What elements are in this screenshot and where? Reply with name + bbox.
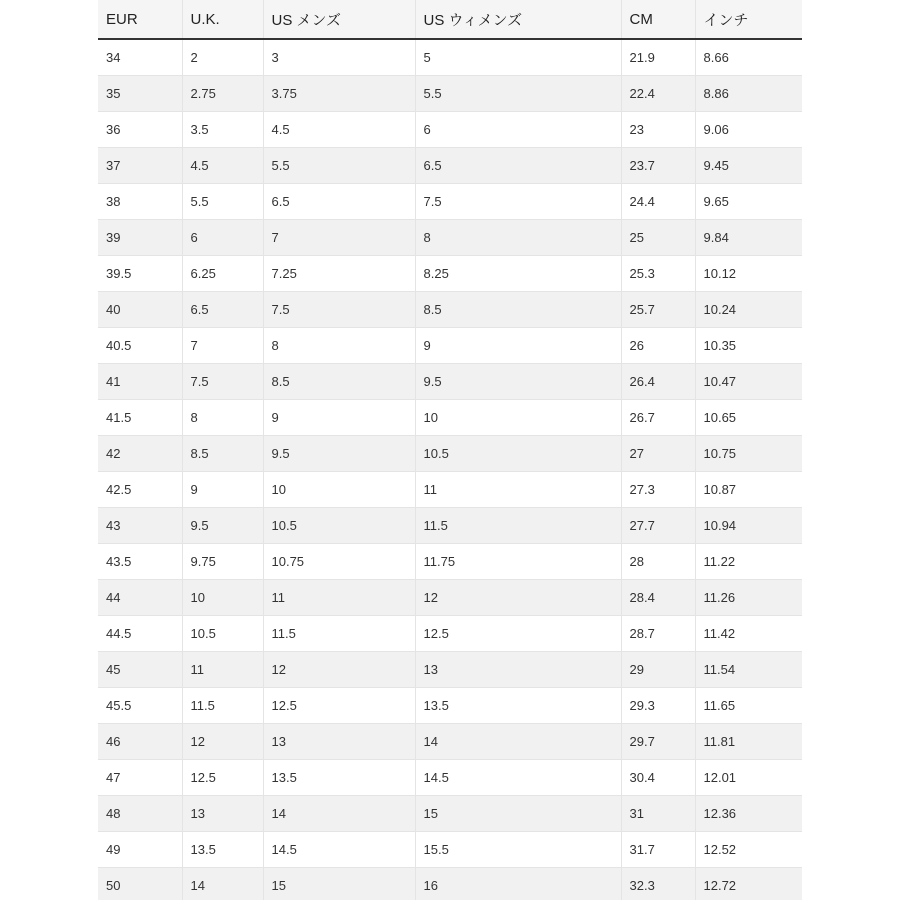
cell-uk: 9.75: [182, 544, 263, 580]
cell-inch: 9.06: [695, 112, 802, 148]
cell-eur: 45: [98, 652, 182, 688]
cell-cm: 25: [621, 220, 695, 256]
cell-uk: 10.5: [182, 616, 263, 652]
cell-us-mens: 3.75: [263, 76, 415, 112]
cell-us-mens: 10.5: [263, 508, 415, 544]
cell-uk: 3.5: [182, 112, 263, 148]
cell-us-mens: 9: [263, 400, 415, 436]
cell-inch: 12.36: [695, 796, 802, 832]
cell-inch: 10.65: [695, 400, 802, 436]
cell-us-womens: 11.75: [415, 544, 621, 580]
cell-us-womens: 5.5: [415, 76, 621, 112]
table-row: [98, 112, 802, 148]
table-row: [98, 220, 802, 256]
cell-uk: 7.5: [182, 364, 263, 400]
cell-us-mens: 10: [263, 472, 415, 508]
cell-uk: 2.75: [182, 76, 263, 112]
cell-us-womens: 10.5: [415, 436, 621, 472]
cell-us-womens: 14: [415, 724, 621, 760]
cell-us-mens: 7.5: [263, 292, 415, 328]
cell-us-womens: 11: [415, 472, 621, 508]
header-us-mens: US メンズ: [263, 0, 415, 39]
cell-eur: 42.5: [98, 472, 182, 508]
cell-us-womens: 12: [415, 580, 621, 616]
cell-us-womens: 13.5: [415, 688, 621, 724]
cell-inch: 11.81: [695, 724, 802, 760]
cell-inch: 10.12: [695, 256, 802, 292]
cell-inch: 11.54: [695, 652, 802, 688]
cell-uk: 10: [182, 580, 263, 616]
cell-us-womens: 15.5: [415, 832, 621, 868]
cell-uk: 2: [182, 39, 263, 76]
cell-cm: 23: [621, 112, 695, 148]
header-inch: インチ: [695, 0, 802, 39]
cell-us-mens: 8: [263, 328, 415, 364]
cell-inch: 10.24: [695, 292, 802, 328]
cell-inch: 11.26: [695, 580, 802, 616]
cell-eur: 45.5: [98, 688, 182, 724]
table-body: [98, 39, 802, 900]
cell-inch: 10.87: [695, 472, 802, 508]
cell-inch: 9.65: [695, 184, 802, 220]
cell-cm: 30.4: [621, 760, 695, 796]
cell-us-mens: 8.5: [263, 364, 415, 400]
cell-cm: 31.7: [621, 832, 695, 868]
cell-uk: 14: [182, 868, 263, 900]
header-row: [98, 0, 802, 39]
cell-us-womens: 10: [415, 400, 621, 436]
cell-uk: 12: [182, 724, 263, 760]
cell-eur: 42: [98, 436, 182, 472]
cell-uk: 13.5: [182, 832, 263, 868]
cell-us-womens: 13: [415, 652, 621, 688]
table-row: [98, 688, 802, 724]
cell-cm: 27.7: [621, 508, 695, 544]
cell-inch: 8.66: [695, 39, 802, 76]
header-us-womens: US ウィメンズ: [415, 0, 621, 39]
cell-us-mens: 9.5: [263, 436, 415, 472]
cell-us-womens: 14.5: [415, 760, 621, 796]
cell-eur: 36: [98, 112, 182, 148]
cell-inch: 9.45: [695, 148, 802, 184]
cell-uk: 9: [182, 472, 263, 508]
cell-eur: 38: [98, 184, 182, 220]
table-row: [98, 760, 802, 796]
table-row: [98, 148, 802, 184]
cell-eur: 35: [98, 76, 182, 112]
cell-us-mens: 4.5: [263, 112, 415, 148]
cell-cm: 27.3: [621, 472, 695, 508]
cell-uk: 7: [182, 328, 263, 364]
cell-us-womens: 5: [415, 39, 621, 76]
cell-uk: 4.5: [182, 148, 263, 184]
cell-us-womens: 8.5: [415, 292, 621, 328]
cell-cm: 27: [621, 436, 695, 472]
cell-us-mens: 13: [263, 724, 415, 760]
header-cm: CM: [621, 0, 695, 39]
table-row: [98, 796, 802, 832]
cell-cm: 22.4: [621, 76, 695, 112]
cell-cm: 26.7: [621, 400, 695, 436]
cell-us-womens: 16: [415, 868, 621, 900]
cell-uk: 12.5: [182, 760, 263, 796]
cell-us-mens: 7.25: [263, 256, 415, 292]
cell-inch: 11.65: [695, 688, 802, 724]
cell-eur: 40.5: [98, 328, 182, 364]
cell-cm: 28: [621, 544, 695, 580]
table-row: [98, 580, 802, 616]
table-row: [98, 832, 802, 868]
cell-us-mens: 5.5: [263, 148, 415, 184]
cell-inch: 10.35: [695, 328, 802, 364]
table-row: [98, 652, 802, 688]
table-row: [98, 184, 802, 220]
cell-cm: 25.3: [621, 256, 695, 292]
cell-us-mens: 7: [263, 220, 415, 256]
cell-cm: 28.7: [621, 616, 695, 652]
cell-uk: 8: [182, 400, 263, 436]
table-row: [98, 724, 802, 760]
cell-inch: 10.75: [695, 436, 802, 472]
cell-eur: 44.5: [98, 616, 182, 652]
table-row: [98, 292, 802, 328]
cell-eur: 34: [98, 39, 182, 76]
table-row: [98, 364, 802, 400]
cell-us-mens: 14: [263, 796, 415, 832]
table-row: [98, 436, 802, 472]
cell-eur: 47: [98, 760, 182, 796]
cell-inch: 11.22: [695, 544, 802, 580]
shoe-size-chart-table: [98, 0, 802, 900]
table-row: [98, 76, 802, 112]
table-row: [98, 508, 802, 544]
cell-eur: 46: [98, 724, 182, 760]
cell-eur: 39.5: [98, 256, 182, 292]
table-row: [98, 328, 802, 364]
cell-uk: 8.5: [182, 436, 263, 472]
cell-inch: 10.94: [695, 508, 802, 544]
cell-cm: 32.3: [621, 868, 695, 900]
cell-eur: 48: [98, 796, 182, 832]
cell-eur: 37: [98, 148, 182, 184]
cell-uk: 5.5: [182, 184, 263, 220]
cell-uk: 6: [182, 220, 263, 256]
cell-cm: 29.3: [621, 688, 695, 724]
cell-inch: 9.84: [695, 220, 802, 256]
cell-inch: 10.47: [695, 364, 802, 400]
cell-inch: 12.72: [695, 868, 802, 900]
cell-us-mens: 11.5: [263, 616, 415, 652]
cell-cm: 29.7: [621, 724, 695, 760]
header-uk: U.K.: [182, 0, 263, 39]
cell-eur: 50: [98, 868, 182, 900]
cell-us-mens: 3: [263, 39, 415, 76]
cell-uk: 9.5: [182, 508, 263, 544]
cell-us-womens: 6: [415, 112, 621, 148]
cell-uk: 6.5: [182, 292, 263, 328]
cell-cm: 26.4: [621, 364, 695, 400]
cell-eur: 41.5: [98, 400, 182, 436]
header-eur: EUR: [98, 0, 182, 39]
table-row: [98, 472, 802, 508]
cell-eur: 44: [98, 580, 182, 616]
table-row: [98, 868, 802, 900]
cell-us-mens: 6.5: [263, 184, 415, 220]
cell-us-mens: 12: [263, 652, 415, 688]
cell-us-womens: 12.5: [415, 616, 621, 652]
cell-inch: 12.52: [695, 832, 802, 868]
cell-us-womens: 8: [415, 220, 621, 256]
table-row: [98, 256, 802, 292]
cell-uk: 6.25: [182, 256, 263, 292]
cell-uk: 11: [182, 652, 263, 688]
cell-eur: 43.5: [98, 544, 182, 580]
cell-us-womens: 8.25: [415, 256, 621, 292]
cell-cm: 23.7: [621, 148, 695, 184]
cell-cm: 21.9: [621, 39, 695, 76]
cell-cm: 24.4: [621, 184, 695, 220]
cell-us-womens: 15: [415, 796, 621, 832]
cell-us-mens: 15: [263, 868, 415, 900]
table-row: [98, 544, 802, 580]
cell-uk: 11.5: [182, 688, 263, 724]
table-row: [98, 39, 802, 76]
cell-us-womens: 7.5: [415, 184, 621, 220]
cell-cm: 29: [621, 652, 695, 688]
cell-us-mens: 10.75: [263, 544, 415, 580]
cell-inch: 12.01: [695, 760, 802, 796]
cell-us-mens: 14.5: [263, 832, 415, 868]
cell-cm: 26: [621, 328, 695, 364]
cell-eur: 40: [98, 292, 182, 328]
cell-us-mens: 11: [263, 580, 415, 616]
cell-eur: 49: [98, 832, 182, 868]
cell-inch: 11.42: [695, 616, 802, 652]
cell-inch: 8.86: [695, 76, 802, 112]
cell-eur: 43: [98, 508, 182, 544]
cell-eur: 41: [98, 364, 182, 400]
cell-us-womens: 9: [415, 328, 621, 364]
cell-us-womens: 9.5: [415, 364, 621, 400]
cell-us-mens: 12.5: [263, 688, 415, 724]
cell-us-mens: 13.5: [263, 760, 415, 796]
cell-eur: 39: [98, 220, 182, 256]
cell-uk: 13: [182, 796, 263, 832]
cell-cm: 31: [621, 796, 695, 832]
cell-cm: 25.7: [621, 292, 695, 328]
cell-us-womens: 6.5: [415, 148, 621, 184]
table-row: [98, 616, 802, 652]
table-header: [98, 0, 802, 39]
cell-cm: 28.4: [621, 580, 695, 616]
cell-us-womens: 11.5: [415, 508, 621, 544]
table-row: [98, 400, 802, 436]
